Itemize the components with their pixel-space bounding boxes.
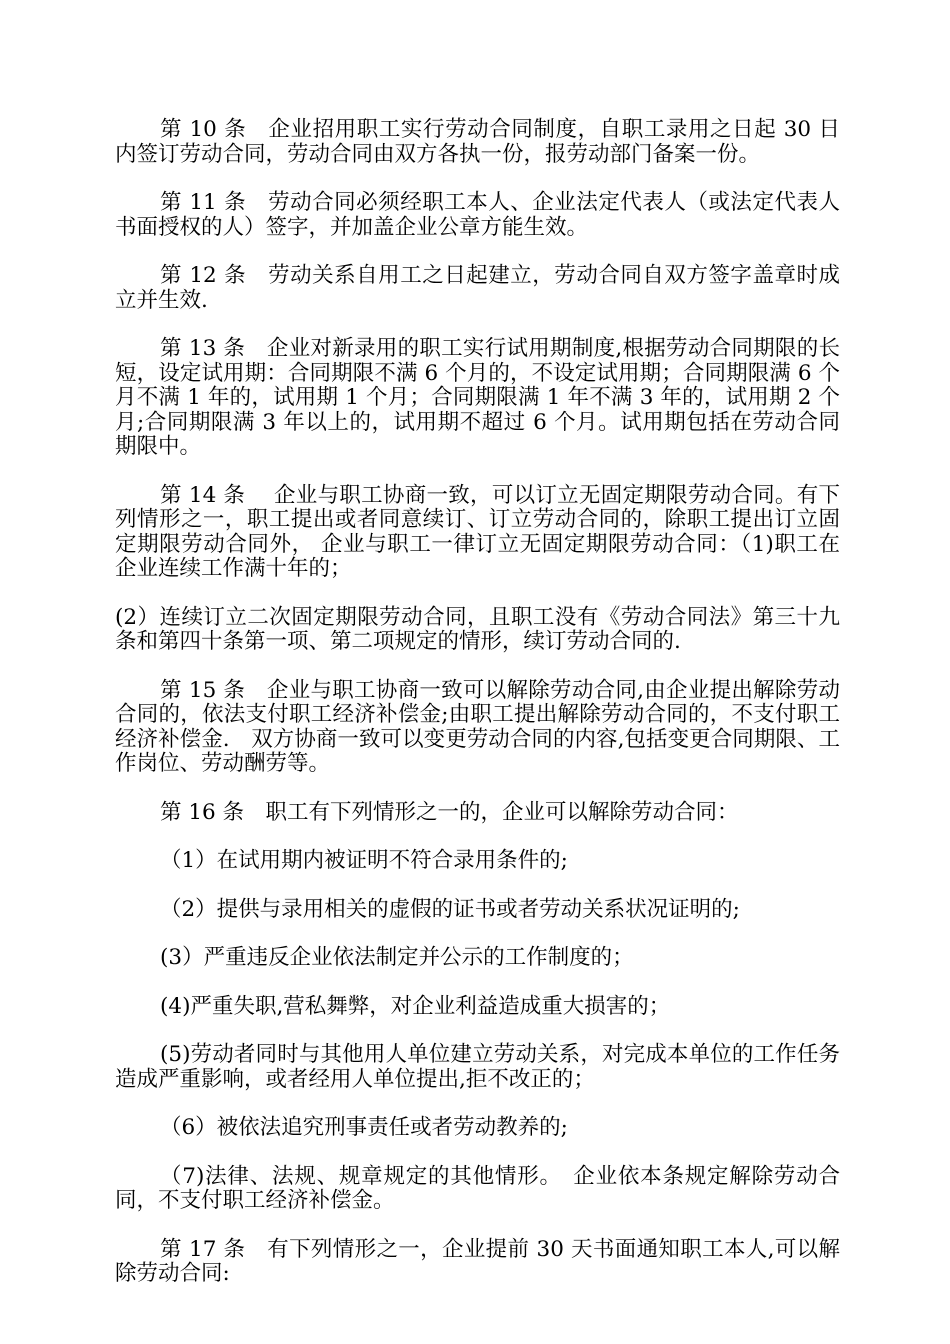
- article-11: 第 11 条 劳动合同必须经职工本人、企业法定代表人（或法定代表人书面授权的人）签字，并加盖企业公章方能生效。: [115, 190, 840, 240]
- article-16-item-4: (4)严重失职,营私舞弊，对企业利益造成重大损害的；: [160, 993, 671, 1019]
- article-12: 第 12 条 劳动关系自用工之日起建立，劳动合同自双方签字盖章时成立并生效.: [115, 263, 840, 313]
- article-16: 第 16 条 职工有下列情形之一的，企业可以解除劳动合同：: [160, 799, 739, 825]
- article-10: 第 10 条 企业招用职工实行劳动合同制度，自职工录用之日起 30 日内签订劳动合同，劳动合同由双方各执一份，报劳动部门备案一份。: [115, 117, 840, 167]
- article-16-item-7: （7)法律、法规、规章规定的其他情形。 企业依本条规定解除劳动合同，不支付职工经济补偿金。: [115, 1163, 840, 1213]
- article-15: 第 15 条 企业与职工协商一致可以解除劳动合同,由企业提出解除劳动合同的，依法支付职工经济补偿金;由职工提出解除劳动合同的，不支付职工经济补偿金. 双方协商一致可以变更劳动合同的内容,包括变更合同期限、工作岗位、劳动酬劳等。: [115, 677, 840, 776]
- article-14: 第 14 条 企业与职工协商一致，可以订立无固定期限劳动合同。有下列情形之一，职工提出或者同意续订、订立劳动合同的，除职工提出订立固定期限劳动合同外， 企业与职工一律订立无固定期限劳动合同：（1)职工在企业连续工作满十年的；: [115, 482, 840, 581]
- article-14-item-2: (2）连续订立二次固定期限劳动合同，且职工没有《劳动合同法》第三十九条和第四十条第一项、第二项规定的情形，续订劳动合同的.: [115, 604, 840, 654]
- article-16-item-1: （1）在试用期内被证明不符合录用条件的;: [160, 848, 568, 873]
- article-17: 第 17 条 有下列情形之一，企业提前 30 天书面通知职工本人,可以解除劳动合同:: [115, 1236, 840, 1286]
- article-16-item-6: （6）被依法追究刑事责任或者劳动教养的;: [160, 1115, 568, 1140]
- article-13: 第 13 条 企业对新录用的职工实行试用期制度,根据劳动合同期限的长短，设定试用期：合同期限不满 6 个月的，不设定试用期；合同期限满 6 个月不满 1 年的，试用期 1 个月；合同期限满 1 年不满 3 年的，试用期 2 个月;合同期限满 3 年以上的，试用期不超过 6 个月。试用期包括在劳动合同期限中。: [115, 336, 840, 459]
- article-16-item-2: （2）提供与录用相关的虚假的证书或者劳动关系状况证明的;: [160, 896, 740, 922]
- document-page: [115, 118, 840, 1311]
- article-16-item-5: (5)劳动者同时与其他用人单位建立劳动关系，对完成本单位的工作任务造成严重影响，或者经用人单位提出,拒不改正的；: [115, 1042, 840, 1092]
- article-16-item-3: (3）严重违反企业依法制定并公示的工作制度的；: [160, 945, 634, 970]
